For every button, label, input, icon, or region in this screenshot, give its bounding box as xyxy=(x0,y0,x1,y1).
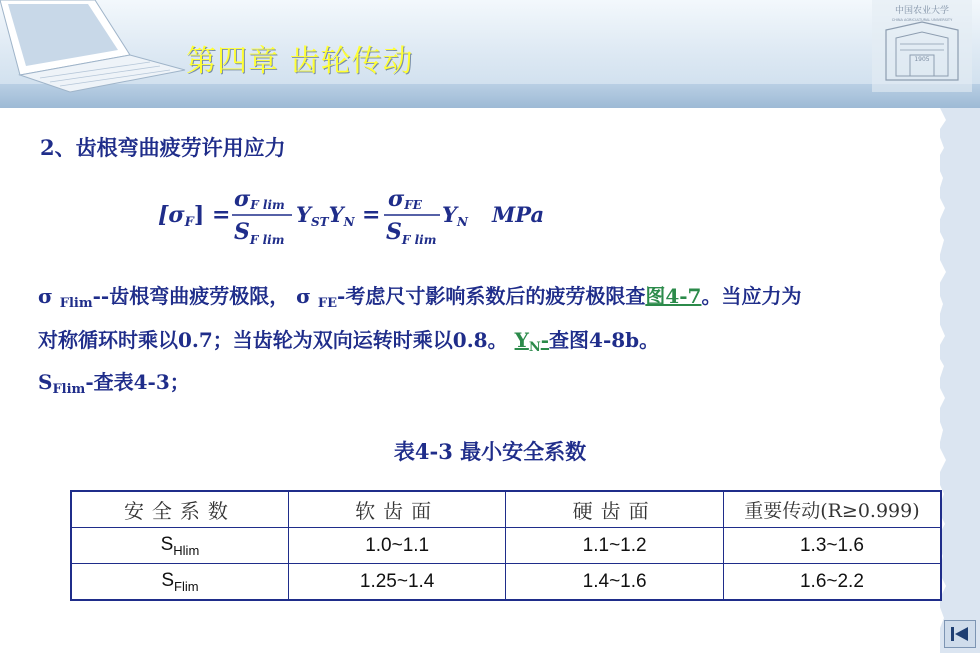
svg-text:SF lim: $S_{F lim}$ xyxy=(386,219,437,247)
slide-header xyxy=(0,0,980,108)
allowable-stress-formula xyxy=(150,186,570,256)
figure-4-7-link[interactable]: 图4-7 xyxy=(645,284,702,308)
row-label: $S_{Flim}$ xyxy=(71,564,288,601)
svg-text:YSTYN: YSTYN xyxy=(296,202,355,229)
safety-factor-table xyxy=(70,490,942,601)
sigma-symbol: σ xyxy=(38,284,60,308)
slide-title: 第四章 齿轮传动 xyxy=(186,44,414,79)
table-cell: 1.6~2.2 xyxy=(723,564,941,601)
table-row xyxy=(71,528,941,564)
svg-text:1905: 1905 xyxy=(914,56,930,63)
header-cell: 硬齿面 xyxy=(506,491,723,528)
university-emblem-icon xyxy=(872,0,972,92)
table-cell: 1.3~1.6 xyxy=(723,528,941,564)
svg-text:[σF] =: [σF] = xyxy=(158,202,231,230)
table-cell: 1.1~1.2 xyxy=(506,528,723,564)
table-cell: 1.25~1.4 xyxy=(288,564,506,601)
svg-text:中国农业大学: 中国农业大学 xyxy=(894,6,950,16)
laptop-decoration-icon xyxy=(0,0,190,95)
header-cell: 软齿面 xyxy=(288,491,506,528)
row-label: $S_{Hlim}$ xyxy=(71,528,288,564)
yn-link[interactable]: $Y_N-$ xyxy=(514,328,550,355)
table-row xyxy=(71,564,941,601)
svg-text:CHINA AGRICULTURAL UNIVERSITY: CHINA AGRICULTURAL UNIVERSITY xyxy=(891,18,953,22)
svg-text:σF lim: σF lim xyxy=(234,186,285,212)
table-caption: 表4-3 最小安全系数 xyxy=(393,439,587,464)
svg-text:YN: YN xyxy=(442,202,468,229)
svg-text:σFE: σFE xyxy=(388,186,422,212)
formula-svg xyxy=(150,186,570,256)
first-slide-button[interactable] xyxy=(944,620,976,648)
first-slide-icon xyxy=(948,625,972,643)
header-cell: 安全系数 xyxy=(71,491,288,528)
svg-text:=: = xyxy=(362,202,381,228)
svg-text:SF lim: $S_{F lim}$ xyxy=(234,219,285,247)
svg-text:MPa: MPa xyxy=(492,202,545,227)
table-header-row xyxy=(71,491,941,528)
paragraph-line-2: 对称循环时乘以0.7；当齿轮为双向运转时乘以0.8。 $Y_N-$查图4-8b。 xyxy=(38,328,660,355)
table-cell: 1.0~1.1 xyxy=(288,528,506,564)
paragraph-line-3: $S_{Flim}-$查表4-3； xyxy=(38,370,190,397)
paragraph-line-1: σ $_{Flim}$--齿根弯曲疲劳极限， σ $_{FE}$-考虑尺寸影响系数后的疲劳极限查图4-7。当应力为 xyxy=(38,284,802,311)
header-cell: 重要传动(R≥0.999) xyxy=(723,491,941,528)
table-cell: 1.4~1.6 xyxy=(506,564,723,601)
section-heading: 2、齿根弯曲疲劳许用应力 xyxy=(40,135,286,160)
